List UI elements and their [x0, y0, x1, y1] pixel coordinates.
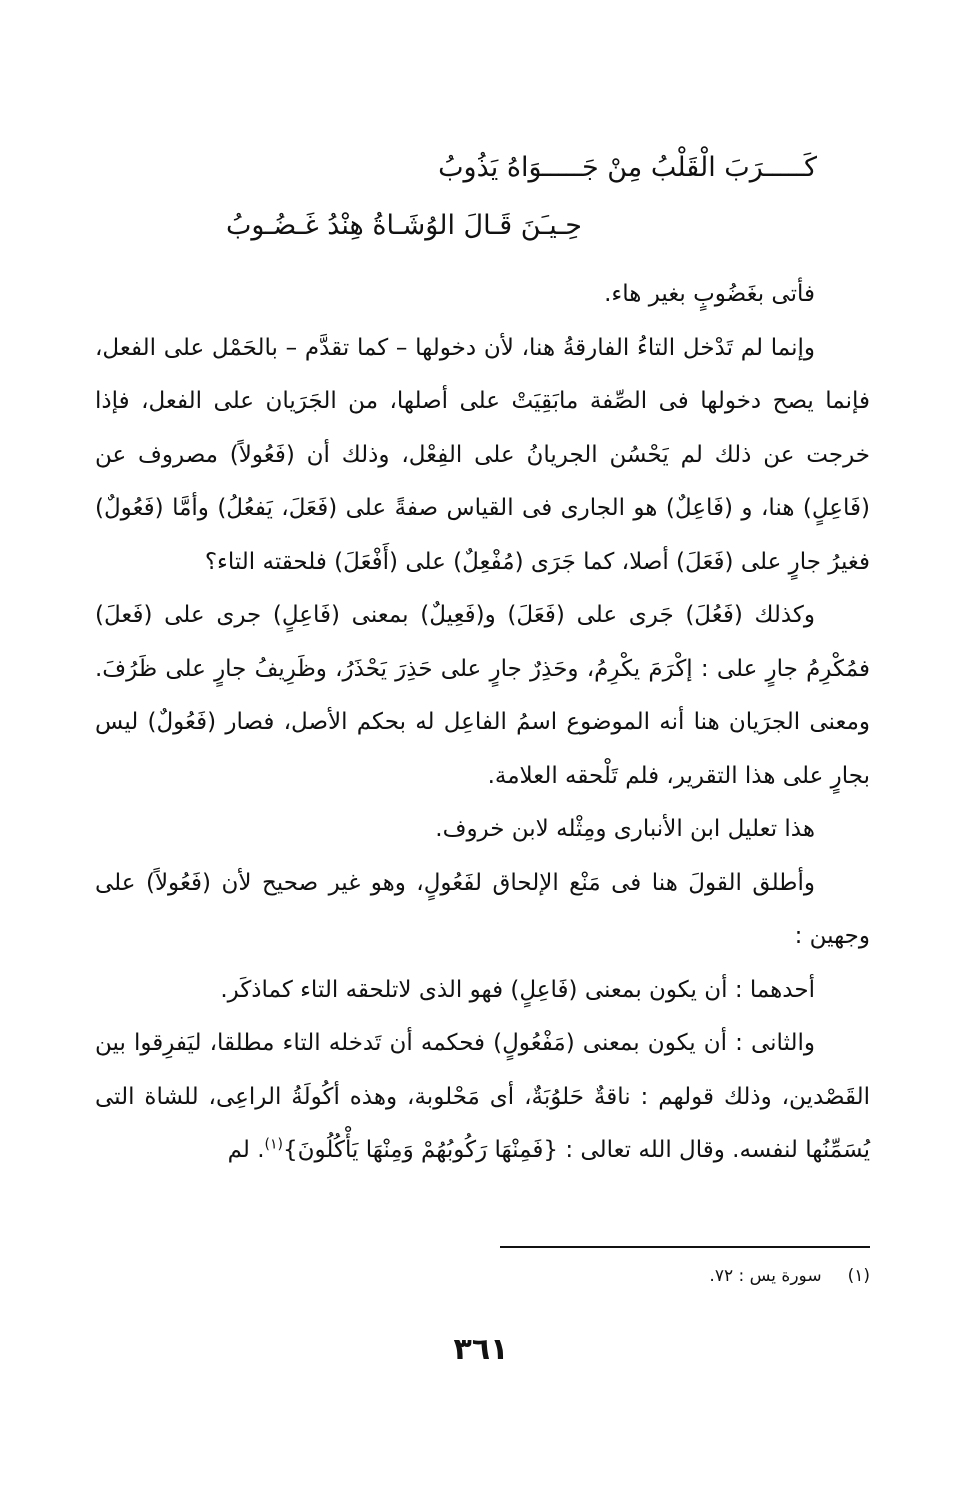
main-text [95, 268, 870, 1178]
poem-verse-first-hemistich: كَـــــرَبَ الْقَلْبُ مِنْ جَـــــوَاهُ يَذُوبُ [438, 152, 817, 183]
paragraph-first-aspect: أحدهما : أن يكون بمعنى (فَاعِلٍ) فهو الذى لاتلحقه التاء كماذكَر. [220, 976, 815, 1003]
paragraph-ghadub: فأتى بغَضُوبٍ بغير هاء. [604, 281, 815, 307]
footnote-number: (١) [847, 1266, 870, 1286]
second-aspect-continuation: . لم [227, 1137, 265, 1163]
paragraph-ta-marbuta-reason: وإنما لم تَدْخل التاءُ الفارقةُ هنا، لأن دخولها – كما تقدَّم – بالحَمْل على الفعل، فإنما يصح دخولها فى الصِّفة مابَقِيَتْ على أصلها، من الجَرَيان على الفعل، فإذا خرجت عن ذلك لم يَحْسُن الجريانُ على الفِعْل، وذلك أن (فَعُولاً) مصروف عن (فَاعِلٍ) هنا، و (فَاعِلٌ) هو الجارى فى القياس صفةً على (فَعَلَ، يَفعُلُ) وأمَّا (فَعُولٌ) فغيرُ جارٍ على (فَعَلَ) أصلا، كما جَرَى (مُفْعِلٌ) على (أَفْعَلَ) فلحقته التاء؟ [95, 334, 870, 575]
footnote [709, 1266, 870, 1286]
footnote-divider [500, 1246, 870, 1248]
footnote-text: سورة يس : ٧٢. [709, 1266, 822, 1286]
paragraph-ibn-anbari: هذا تعليل ابن الأنبارى ومِثْله لابن خروف. [435, 816, 815, 842]
second-aspect-text: والثانى : أن يكون بمعنى (مَفْعُولٍ) فحكمه أن تَدخله التاء مطلقا، ليَفرِقوا بين القَصْدين، وذلك قولهم : ناقةٌ حَلوُبَةٌ، أى مَحْلوبة، وهذه أكُولَةُ الراعِى، للشاة التى يُسَمِّنُها لنفسه. وقال الله تعالى : {فَمِنْهَا رَكُوبُهُمْ وَمِنْهَا يَأْكُلُونَ} [95, 1030, 870, 1163]
paragraph-jarayan: وكذلك (فَعُلَ) جَرى على (فَعَلَ) و(فَعِيلٌ) بمعنى (فَاعِلٍ) جرى على (فَعلَ) فمُكْرِمُ جارٍ على : إكْرَمَ يكْرِمُ، وحَذِرٌ جارٍ على حَذِرَ يَحْذَرُ، وظَرِيفُ جارٍ على ظَرُفَ. ومعنى الجرَيان هنا أنه الموضوع اسمُ الفاعِل له بحكم الأصل، فصار (فَعُولٌ) ليس بجارٍ على هذا التقرير، فلم تَلْحقه العلامة. [95, 602, 870, 789]
page-number: ٣٦١ [453, 1332, 509, 1367]
paragraph-second-aspect [95, 1017, 870, 1178]
poem-verse-second-hemistich: حِـيـَنَ قَـالَ الوُشَـاةُ هِنْدُ غَـضُـوبُ [225, 210, 582, 241]
paragraph-two-aspects: وأطلق القولَ هنا فى مَنْع الإلحاق لفَعُولٍ، وهو غير صحيح لأن (فَعُولاً) على وجهين : [95, 869, 870, 949]
footnote-reference: (١) [264, 1136, 284, 1153]
